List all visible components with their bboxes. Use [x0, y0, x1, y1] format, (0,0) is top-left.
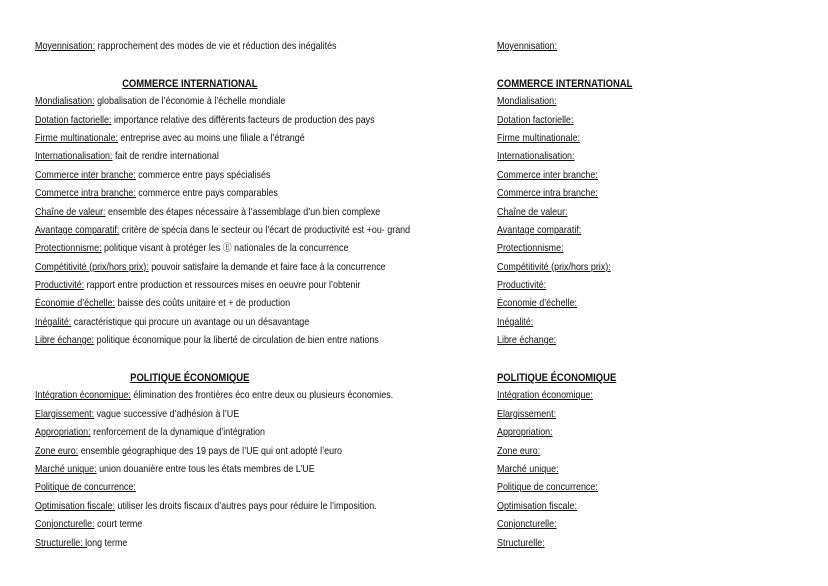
- term-row: [497, 295, 755, 313]
- definition-row: [35, 424, 413, 442]
- term: Intégration économique:: [497, 390, 593, 402]
- term: Libre échange:: [35, 335, 95, 347]
- definition-row: [35, 461, 413, 479]
- section-heading: COMMERCE INTERNATIONAL: [497, 77, 633, 90]
- term: Économie d’échelle:: [35, 298, 115, 310]
- definition: ensemble géographique des 19 pays de l’UE qui ont adopté l’euro: [78, 445, 343, 457]
- definition: importance relative des différents facteurs de production des pays: [111, 114, 375, 126]
- definition: rapport entre production et ressources mises en oeuvre pour l’obtenir: [84, 280, 361, 292]
- term: Structurelle:: [497, 537, 545, 549]
- term: Inégalité:: [35, 316, 72, 328]
- term: Commerce intra branche:: [497, 188, 598, 200]
- definition: court terme: [94, 519, 143, 531]
- definition-row: [35, 443, 413, 461]
- definition-row: [35, 277, 413, 295]
- term: Marché unique:: [35, 463, 97, 475]
- term-row: [497, 443, 755, 461]
- definition: utiliser les droits fiscaux d’autres pays pour réduire le l’imposition.: [114, 500, 377, 512]
- definition-row: [35, 406, 413, 424]
- definition-row: [35, 185, 413, 203]
- definition: ong terme: [87, 537, 128, 549]
- blank-terms-column: [497, 38, 797, 553]
- term: Moyennisation:: [35, 41, 96, 52]
- intro-line: [35, 38, 413, 56]
- term: Productivité:: [35, 280, 85, 292]
- term-row: [497, 167, 755, 185]
- section-heading: POLITIQUE ÉCONOMIQUE: [497, 372, 617, 385]
- intro-line: [497, 38, 755, 56]
- term-row: [497, 277, 755, 295]
- term-row: [497, 516, 755, 534]
- definition-row: [35, 332, 413, 350]
- term: Appropriation:: [35, 427, 91, 439]
- definition-row: [35, 222, 413, 240]
- term-row: [497, 130, 755, 148]
- term-row: [497, 259, 755, 277]
- term-row: [497, 424, 755, 442]
- term-row: [497, 93, 755, 111]
- term: Productivité:: [497, 280, 547, 292]
- definition: vague successive d’adhésion à l’UE: [94, 408, 240, 420]
- definition: rapprochement des modes de vie et réduction des inégalités: [95, 41, 337, 52]
- term: Mondialisation:: [35, 96, 95, 108]
- term: Compétitivité (prix/hors prix):: [35, 261, 149, 273]
- definition-row: [35, 498, 413, 516]
- section-heading: COMMERCE INTERNATIONAL: [122, 77, 258, 90]
- term: Commerce intra branche:: [35, 188, 136, 200]
- term-row: [497, 148, 755, 166]
- term-row: [497, 479, 755, 497]
- term: Internationalisation:: [35, 151, 113, 163]
- term: Commerce inter branche:: [497, 169, 598, 181]
- definition: commerce entre pays comparables: [135, 188, 278, 200]
- term: Politique de concurrence:: [497, 482, 598, 494]
- term: Zone euro:: [35, 445, 79, 457]
- term: Avantage comparatif:: [497, 224, 582, 236]
- definition: fait de rendre international: [112, 151, 219, 163]
- definition-row: [35, 314, 413, 332]
- definition: critère de spécia dans le secteur ou l’écart de productivité est +ou- grand: [119, 224, 411, 236]
- definition: ensemble des étapes nécessaire à l’assemblage d’un bien complexe: [105, 206, 381, 218]
- term: Marché unique:: [497, 463, 559, 475]
- section-list: [497, 93, 797, 350]
- term: Moyennisation:: [497, 41, 558, 52]
- definition-row: [35, 204, 413, 222]
- term: Chaîne de valeur:: [35, 206, 106, 218]
- term: Conjoncturelle:: [497, 519, 557, 531]
- definition: entreprise avec au moins une filiale a l’étrangé: [117, 132, 305, 144]
- definition-row: [35, 112, 413, 130]
- term-row: [497, 535, 755, 553]
- term: Optimisation fiscale:: [497, 500, 577, 512]
- definition-row: [35, 479, 413, 497]
- definition-row: [35, 295, 413, 313]
- term-row: [497, 222, 755, 240]
- term: Commerce inter branche:: [35, 169, 136, 181]
- definition: baisse des coûts unitaire et + de production: [114, 298, 291, 310]
- definitions-column: [35, 38, 475, 553]
- term: Optimisation fiscale:: [35, 500, 115, 512]
- section-list: [35, 93, 475, 350]
- term: Elargissement:: [35, 408, 95, 420]
- definition: élimination des frontières éco entre deux ou plusieurs économies.: [130, 390, 394, 402]
- term: Chaîne de valeur:: [497, 206, 568, 218]
- definition: union douanière entre tous les états membres de L’UE: [96, 463, 315, 475]
- definition: pouvoir satisfaire la demande et faire face à la concurrence: [148, 261, 386, 273]
- section-heading: POLITIQUE ÉCONOMIQUE: [130, 372, 250, 385]
- definition-row: [35, 167, 413, 185]
- term: Dotation factorielle:: [497, 114, 574, 126]
- term: Zone euro:: [497, 445, 541, 457]
- term: Elargissement:: [497, 408, 557, 420]
- term-row: [497, 314, 755, 332]
- definition: globalisation de l’économie à l’échelle mondiale: [94, 96, 286, 108]
- term-row: [497, 112, 755, 130]
- definition: commerce entre pays spécialisés: [135, 169, 271, 181]
- term: Structurelle: l: [35, 537, 88, 549]
- definition: caractéristique qui procure un avantage ou un désavantage: [71, 316, 310, 328]
- term: Économie d’échelle:: [497, 298, 577, 310]
- term: Firme multinationale:: [497, 132, 580, 144]
- term: Conjoncturelle:: [35, 519, 95, 531]
- definition-row: [35, 148, 413, 166]
- term: Dotation factorielle:: [35, 114, 112, 126]
- term: Mondialisation:: [497, 96, 557, 108]
- definition-row: [35, 387, 413, 405]
- definition-row: [35, 516, 413, 534]
- term-row: [497, 240, 755, 258]
- term: Politique de concurrence:: [35, 482, 136, 494]
- definition-row: [35, 93, 413, 111]
- term: Libre échange:: [497, 335, 557, 347]
- term-row: [497, 185, 755, 203]
- term: Appropriation:: [497, 427, 553, 439]
- term: Protectionnisme:: [35, 243, 102, 255]
- term: Avantage comparatif:: [35, 224, 120, 236]
- term-row: [497, 332, 755, 350]
- term: Protectionnisme:: [497, 243, 564, 255]
- term-row: [497, 461, 755, 479]
- term: Firme multinationale:: [35, 132, 118, 144]
- term: Internationalisation:: [497, 151, 575, 163]
- definition: politique visant à protéger les Ⓔ nationales de la concurrence: [101, 243, 349, 255]
- term: Compétitivité (prix/hors prix):: [497, 261, 611, 273]
- term-row: [497, 498, 755, 516]
- term-row: [497, 406, 755, 424]
- term: Intégration économique:: [35, 390, 131, 402]
- definition: politique économique pour la liberté de circulation de bien entre nations: [94, 335, 379, 347]
- term: Inégalité:: [497, 316, 534, 328]
- definition-row: [35, 130, 413, 148]
- definition: renforcement de la dynamique d’intégration: [90, 427, 266, 439]
- section-list: [497, 387, 797, 553]
- definition-row: [35, 259, 413, 277]
- term-row: [497, 387, 755, 405]
- section-list: [35, 387, 475, 553]
- definition-row: [35, 535, 413, 553]
- term-row: [497, 204, 755, 222]
- definition-row: [35, 240, 413, 258]
